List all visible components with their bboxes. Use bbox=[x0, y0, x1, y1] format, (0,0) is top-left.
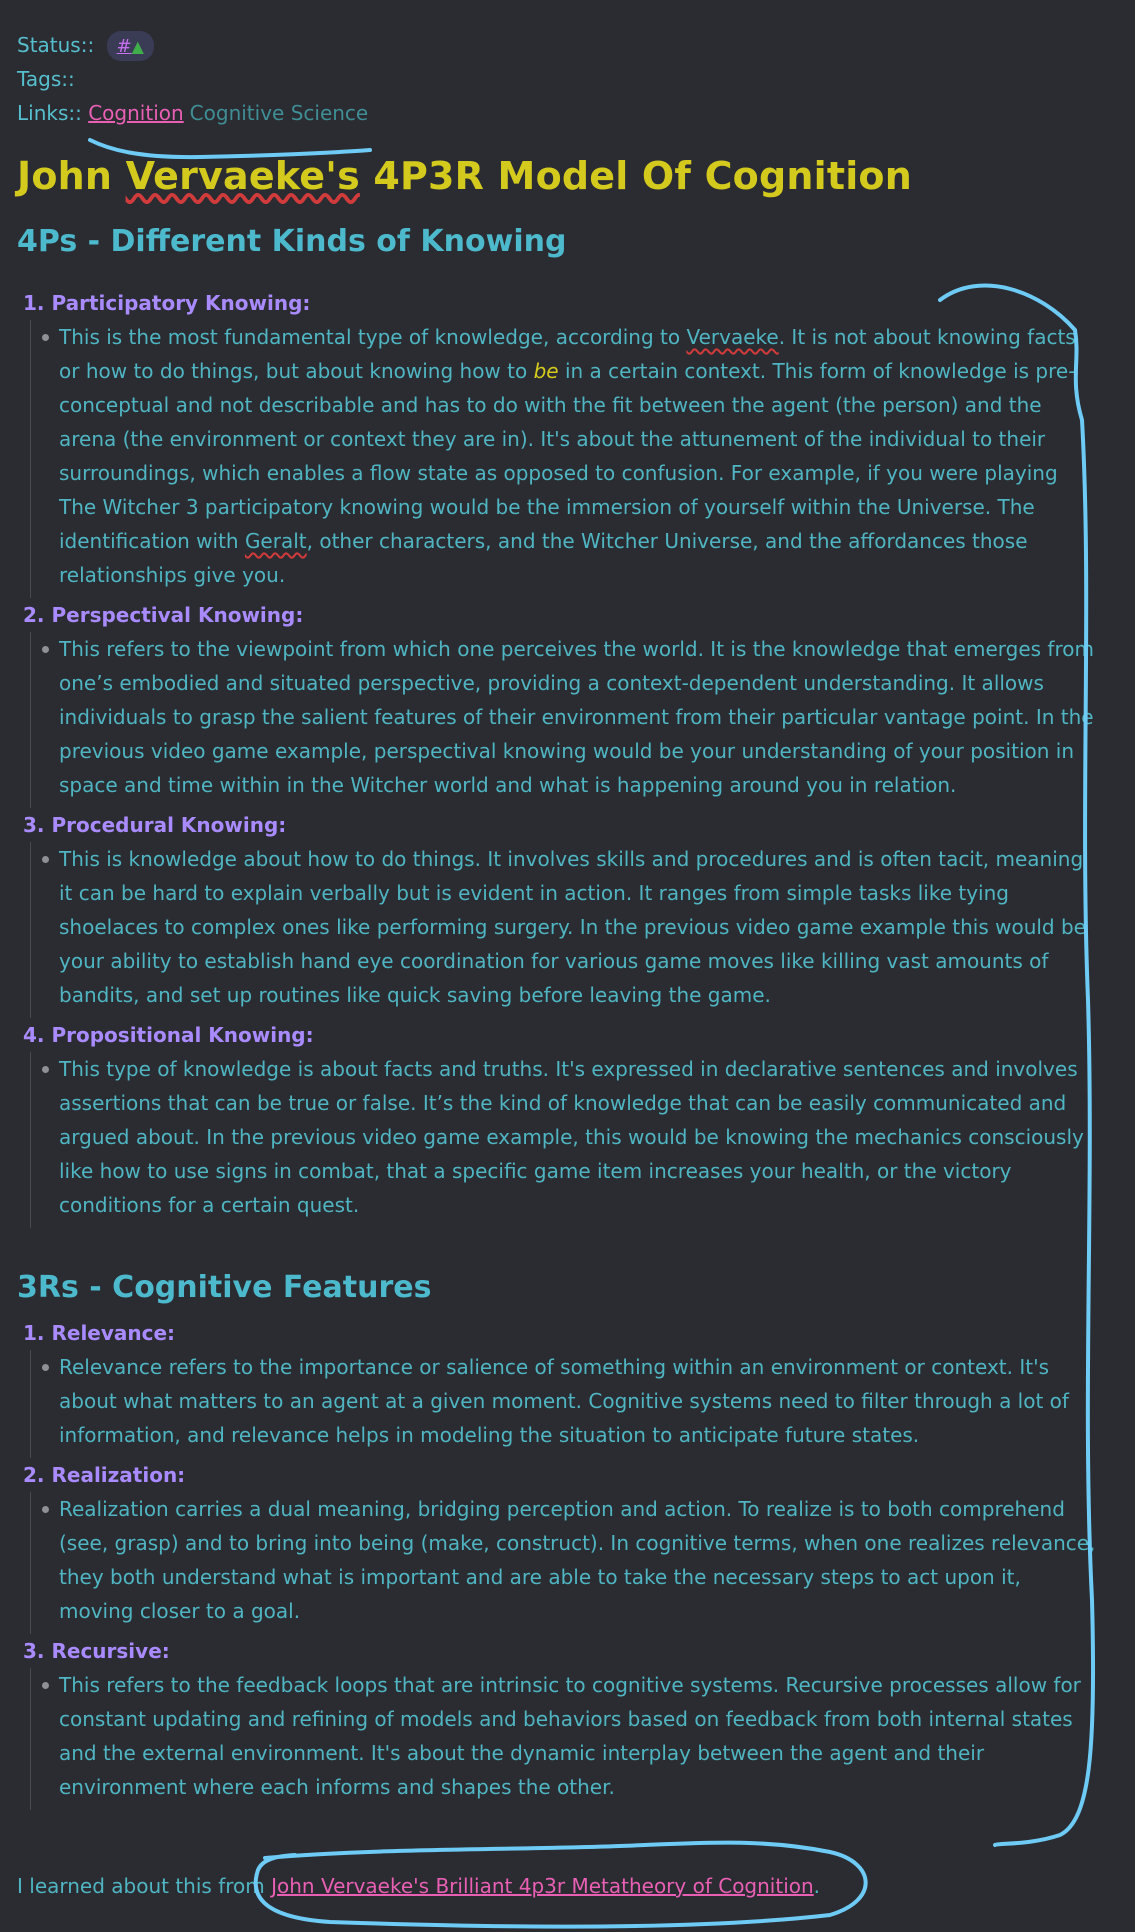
footer-source-link[interactable]: John Vervaeke's Brilliant 4p3r Metatheory of Cognition bbox=[271, 1874, 814, 1898]
misspelled-word: Geralt bbox=[244, 529, 307, 553]
title-misspelled-name: Vervaeke's bbox=[125, 154, 360, 198]
status-row bbox=[17, 28, 1097, 62]
item-text: Realization carries a dual meaning, bridging perception and action. To realize is to both comprehend (see, grasp) and to bring into being (make, construct). In cognitive terms, when one realizes relevance, they both understand what is important and are able to take the necessary steps to act upon it, moving closer to a goal. bbox=[59, 1497, 1096, 1623]
emphasis-word: be bbox=[533, 359, 559, 383]
text-segment: This is the most fundamental type of knowledge, according to bbox=[59, 325, 687, 349]
item-body bbox=[30, 1492, 1097, 1634]
title-part1: John bbox=[17, 154, 126, 198]
tags-row bbox=[17, 62, 1097, 96]
footer-line bbox=[17, 1869, 820, 1903]
item-body bbox=[30, 1668, 1097, 1810]
link-cognition[interactable]: Cognition bbox=[88, 101, 184, 125]
status-key: Status:: bbox=[17, 33, 95, 57]
text-segment: in a certain context. This form of knowledge is pre-conceptual and not describable and has to do with the fit between the agent (the person) and the arena (the environment or context they are in). It's about the attunement of the individual to their surroundings, which enables a flow state as opposed to confusion. For example, if you were playing The Witcher 3 participatory knowing would be the immersion of yourself within the Universe. The identification with bbox=[59, 359, 1076, 553]
item-title: 1. Participatory Knowing: bbox=[23, 291, 311, 315]
item-body bbox=[30, 842, 1097, 1018]
bullet-icon bbox=[42, 856, 49, 863]
knowing-list bbox=[17, 286, 1097, 1228]
list-item bbox=[17, 1634, 1097, 1810]
links-key: Links:: bbox=[17, 101, 82, 125]
section-heading-4ps: 4Ps - Different Kinds of Knowing bbox=[17, 224, 567, 259]
links-row bbox=[17, 96, 1097, 130]
link-cognitive-science[interactable]: Cognitive Science bbox=[189, 101, 369, 125]
text-segment: . It is not about knowing facts or how to do things, but about knowing how to bbox=[59, 325, 1076, 383]
text-segment: , other characters, and the Witcher Universe, and the affordances those relationships give you. bbox=[59, 529, 1028, 587]
item-text: This is knowledge about how to do things. It involves skills and procedures and is often tacit, meaning it can be hard to explain verbally but is evident in action. It ranges from simple tasks like tying shoelaces to complex ones like performing surgery. In the previous video game example this would be your ability to establish hand eye coordination for various game moves like killing vast amounts of bandits, and set up routines like quick saving before leaving the game. bbox=[59, 847, 1086, 1007]
item-text: This type of knowledge is about facts and truths. It's expressed in declarative sentences and involves assertions that can be true or false. It’s the kind of knowledge that can be easily communicated and argued about. In the previous video game example, this would be knowing the mechanics consciously like how to use signs in combat, that a specific game item increases your health, or the victory conditions for a certain quest. bbox=[59, 1057, 1084, 1217]
tree-icon: ▲ bbox=[131, 37, 144, 56]
list-item bbox=[17, 808, 1097, 1018]
list-item bbox=[17, 598, 1097, 808]
features-list bbox=[17, 1316, 1097, 1810]
item-title: 3. Recursive: bbox=[23, 1639, 170, 1663]
list-item bbox=[17, 286, 1097, 598]
item-text: This refers to the viewpoint from which one perceives the world. It is the knowledge that emerges from one’s embodied and situated perspective, providing a context-dependent understanding. It allows individuals to grasp the salient features of their environment from their particular vantage point. In the previous video game example, perspectival knowing would be your understanding of your position in space and time within in the Witcher world and what is happening around you in relation. bbox=[59, 637, 1094, 797]
item-title: 2. Realization: bbox=[23, 1463, 186, 1487]
item-text: This refers to the feedback loops that are intrinsic to cognitive systems. Recursive processes allow for constant updating and refining of models and behaviors based on feedback from both internal states and the external environment. It's about the dynamic interplay between the agent and their environment where each informs and shapes the other. bbox=[59, 1673, 1081, 1799]
item-title: 4. Propositional Knowing: bbox=[23, 1023, 314, 1047]
bullet-icon bbox=[42, 1364, 49, 1371]
item-body bbox=[30, 1052, 1097, 1228]
bullet-icon bbox=[42, 1066, 49, 1073]
status-tag-pill[interactable] bbox=[107, 31, 154, 61]
misspelled-word: Vervaeke bbox=[686, 325, 779, 349]
list-item bbox=[17, 1316, 1097, 1458]
list-item bbox=[17, 1458, 1097, 1634]
item-text bbox=[59, 320, 1097, 592]
item-title: 1. Relevance: bbox=[23, 1321, 176, 1345]
note-page bbox=[17, 28, 1097, 1810]
item-text: Relevance refers to the importance or salience of something within an environment or context. It's about what matters to an agent at a given moment. Cognitive systems need to filter through a lot of information, and relevance helps in modeling the situation to anticipate future states. bbox=[59, 1355, 1069, 1447]
section-heading-3rs: 3Rs - Cognitive Features bbox=[17, 1270, 432, 1305]
bullet-icon bbox=[42, 1506, 49, 1513]
properties-block bbox=[17, 28, 1097, 130]
item-title: 2. Perspectival Knowing: bbox=[23, 603, 304, 627]
tags-key: Tags:: bbox=[17, 67, 75, 91]
bullet-icon bbox=[42, 334, 49, 341]
status-tag-link[interactable]: # bbox=[116, 36, 132, 57]
item-body bbox=[30, 320, 1097, 598]
footer-prefix: I learned about this from bbox=[17, 1874, 272, 1898]
title-part2: 4P3R Model Of Cognition bbox=[359, 154, 912, 198]
footer-suffix: . bbox=[813, 1874, 821, 1898]
item-body bbox=[30, 1350, 1097, 1458]
bullet-icon bbox=[42, 646, 49, 653]
page-title bbox=[17, 152, 1097, 200]
item-title: 3. Procedural Knowing: bbox=[23, 813, 287, 837]
item-body bbox=[30, 632, 1097, 808]
bullet-icon bbox=[42, 1682, 49, 1689]
list-item bbox=[17, 1018, 1097, 1228]
